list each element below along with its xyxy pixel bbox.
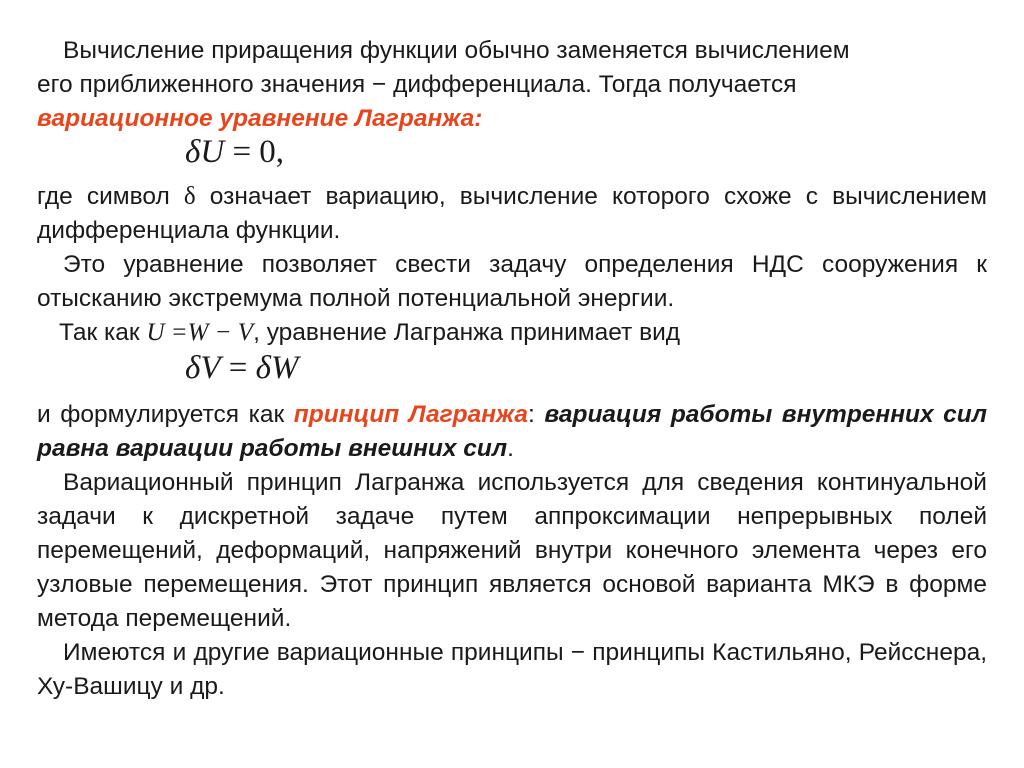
- delta-inline-symbol: δ: [183, 183, 196, 210]
- formula-var-u: U: [200, 134, 225, 170]
- formula-equals-zero: = 0,: [224, 134, 285, 170]
- delta-meaning-before: где символ: [37, 183, 184, 210]
- formula-delta-v-w: [185, 350, 298, 387]
- principle-colon: :: [528, 401, 545, 428]
- paragraph-lagrange-principle: [37, 398, 987, 466]
- paragraph-other-principles: Имеются и другие вариационные принципы − принципы Кастильяно, Рейсснера, Ху-Вашицу и др.: [37, 639, 987, 700]
- formula-var-w: W: [270, 350, 299, 386]
- lagrange-equation-heading: вариационное уравнение Лагранжа:: [37, 105, 483, 132]
- paragraph-ndc: Это уравнение позволяет свести задачу определения НДС сооружения к отысканию экстремума полной потенциальной энергии.: [37, 251, 987, 312]
- paragraph-intro: [37, 34, 987, 136]
- principle-before: и формулируется как: [37, 401, 294, 428]
- delta-symbol-2: δ: [255, 350, 271, 386]
- delta-symbol-1: δ: [185, 350, 201, 386]
- principle-end: .: [507, 435, 514, 462]
- since-math: U =W − V: [146, 319, 254, 346]
- since-before: Так как: [59, 319, 147, 346]
- formula-delta-u: [185, 134, 284, 171]
- formula-equals: =: [220, 350, 256, 386]
- principle-highlight: принцип Лагранжа: [293, 401, 528, 428]
- delta-meaning-after: означает вариацию, вычисление которого схоже с вычислением дифференциала функции.: [37, 183, 987, 244]
- paragraph-delta-meaning: [37, 180, 987, 248]
- paragraph-variational-principle: Вариационный принцип Лагранжа используется для сведения континуальной задачи к дискретной задаче путем аппроксимации непрерывных полей перемещений, деформаций, напряжений внутри конечного элемента через его узловые перемещения. Этот принцип является основой варианта МКЭ в форме метода перемещений.: [37, 469, 987, 632]
- delta-symbol: δ: [185, 134, 201, 170]
- paragraph-since: [37, 316, 987, 350]
- intro-line-1: Вычисление приращения функции обычно заменяется вычислением: [63, 37, 850, 64]
- principle-statement: вариация работы внутренних сил равна вариации работы внешних сил: [37, 401, 987, 462]
- formula-var-v: V: [200, 350, 221, 386]
- intro-line-2: его приближенного значения − дифференциала. Тогда получается: [37, 71, 797, 98]
- since-after: , уравнение Лагранжа принимает вид: [253, 319, 681, 346]
